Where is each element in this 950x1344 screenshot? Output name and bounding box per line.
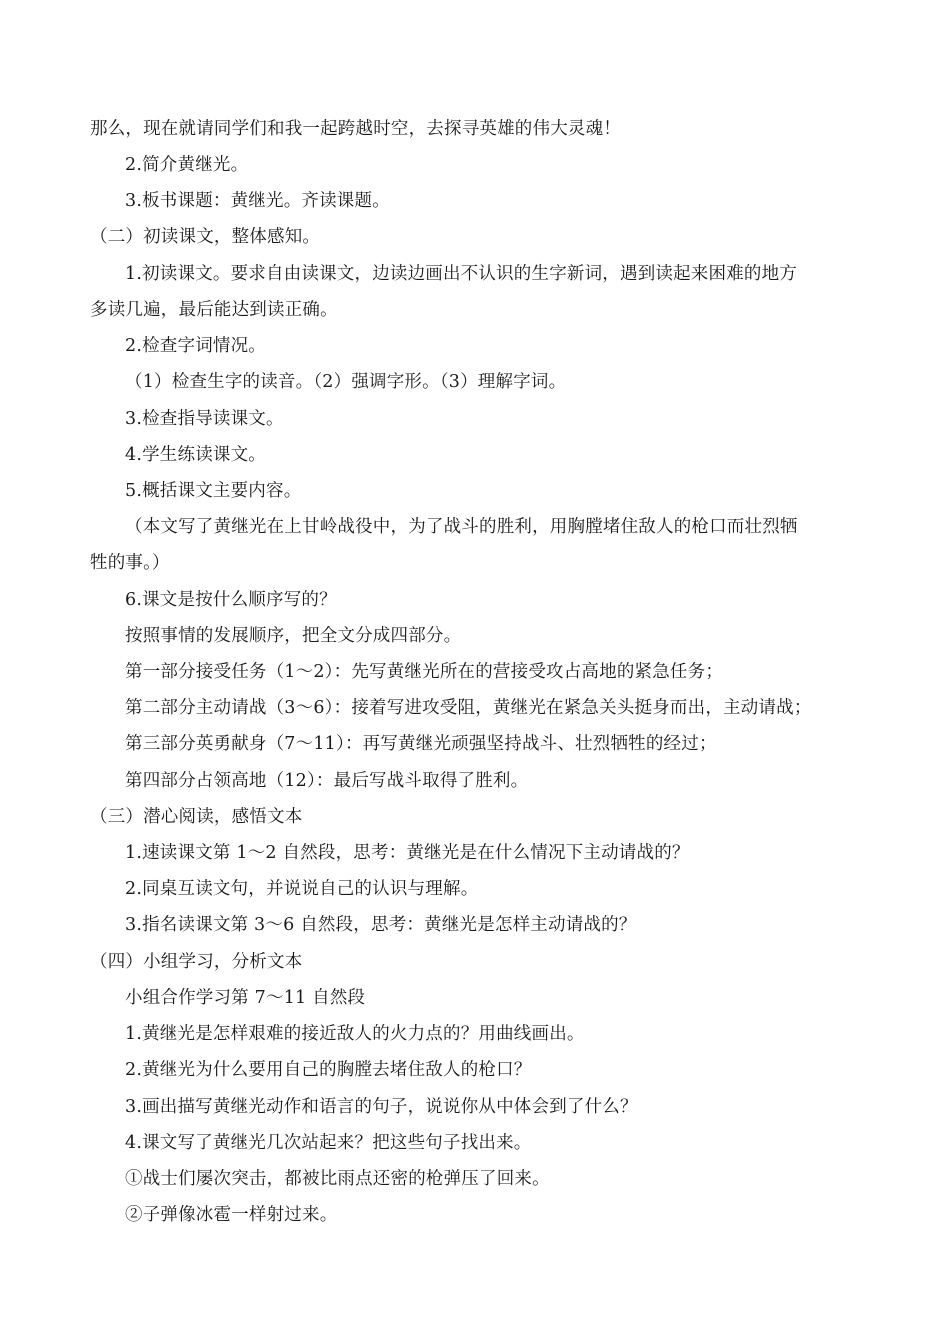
paragraph-line: 牲的事。）: [90, 553, 170, 573]
list-item: 3.检查指导读课文。: [125, 409, 284, 429]
paragraph-line: 那么，现在就请同学们和我一起跨越时空，去探寻英雄的伟大灵魂！: [90, 119, 621, 139]
list-item: ②子弹像冰雹一样射过来。: [125, 1205, 338, 1225]
list-item: 2.同桌互读文句，并说说自己的认识与理解。: [125, 879, 479, 899]
paragraph-line: （1）检查生字的读音。（2）强调字形。（3）理解字词。: [125, 372, 567, 392]
section-heading: （四）小组学习，分析文本: [90, 952, 303, 972]
paragraph-line: 多读几遍，最后能达到读正确。: [90, 300, 338, 320]
paragraph-line: 小组合作学习第 7～11 自然段: [125, 988, 366, 1008]
list-item: 2.检查字词情况。: [125, 336, 266, 356]
section-heading: （二）初读课文，整体感知。: [90, 227, 321, 247]
list-item: 1.初读课文。要求自由读课文，边读边画出不认识的生字新词，遇到读起来困难的地方: [125, 264, 797, 284]
paragraph-line: 第二部分主动请战（3～6）：接着写进攻受阻，黄继光在紧急关头挺身而出，主动请战；: [125, 698, 812, 718]
list-item: 5.概括课文主要内容。: [125, 481, 302, 501]
paragraph-line: （本文写了黄继光在上甘岭战役中，为了战斗的胜利，用胸膛堵住敌人的枪口而壮烈牺: [125, 517, 798, 537]
list-item: 3.板书课题：黄继光。齐读课题。: [125, 191, 390, 211]
section-heading: （三）潜心阅读，感悟文本: [90, 807, 303, 827]
list-item: ①战士们屡次突击，都被比雨点还密的枪弹压了回来。: [125, 1169, 550, 1189]
list-item: 3.指名读课文第 3～6 自然段，思考：黄继光是怎样主动请战的？: [125, 915, 637, 935]
list-item: 4.学生练读课文。: [125, 445, 266, 465]
list-item: 1.速读课文第 1～2 自然段，思考：黄继光是在什么情况下主动请战的？: [125, 843, 690, 863]
list-item: 4.课文写了黄继光几次站起来？把这些句子找出来。: [125, 1133, 532, 1153]
list-item: 2.简介黄继光。: [125, 155, 249, 175]
paragraph-line: 第一部分接受任务（1～2）：先写黄继光所在的营接受攻占高地的紧急任务；: [125, 662, 724, 682]
list-item: 2.黄继光为什么要用自己的胸膛去堵住敌人的枪口？: [125, 1060, 532, 1080]
paragraph-line: 第三部分英勇献身（7～11）：再写黄继光顽强坚持战斗、壮烈牺牲的经过；: [125, 734, 717, 754]
paragraph-line: 按照事情的发展顺序，把全文分成四部分。: [125, 626, 462, 646]
paragraph-line: 第四部分占领高地（12）：最后写战斗取得了胜利。: [125, 771, 529, 791]
list-item: 1.黄继光是怎样艰难的接近敌人的火力点的？用曲线画出。: [125, 1024, 585, 1044]
list-item: 3.画出描写黄继光动作和语言的句子，说说你从中体会到了什么？: [125, 1097, 638, 1117]
list-item: 6.课文是按什么顺序写的？: [125, 590, 337, 610]
